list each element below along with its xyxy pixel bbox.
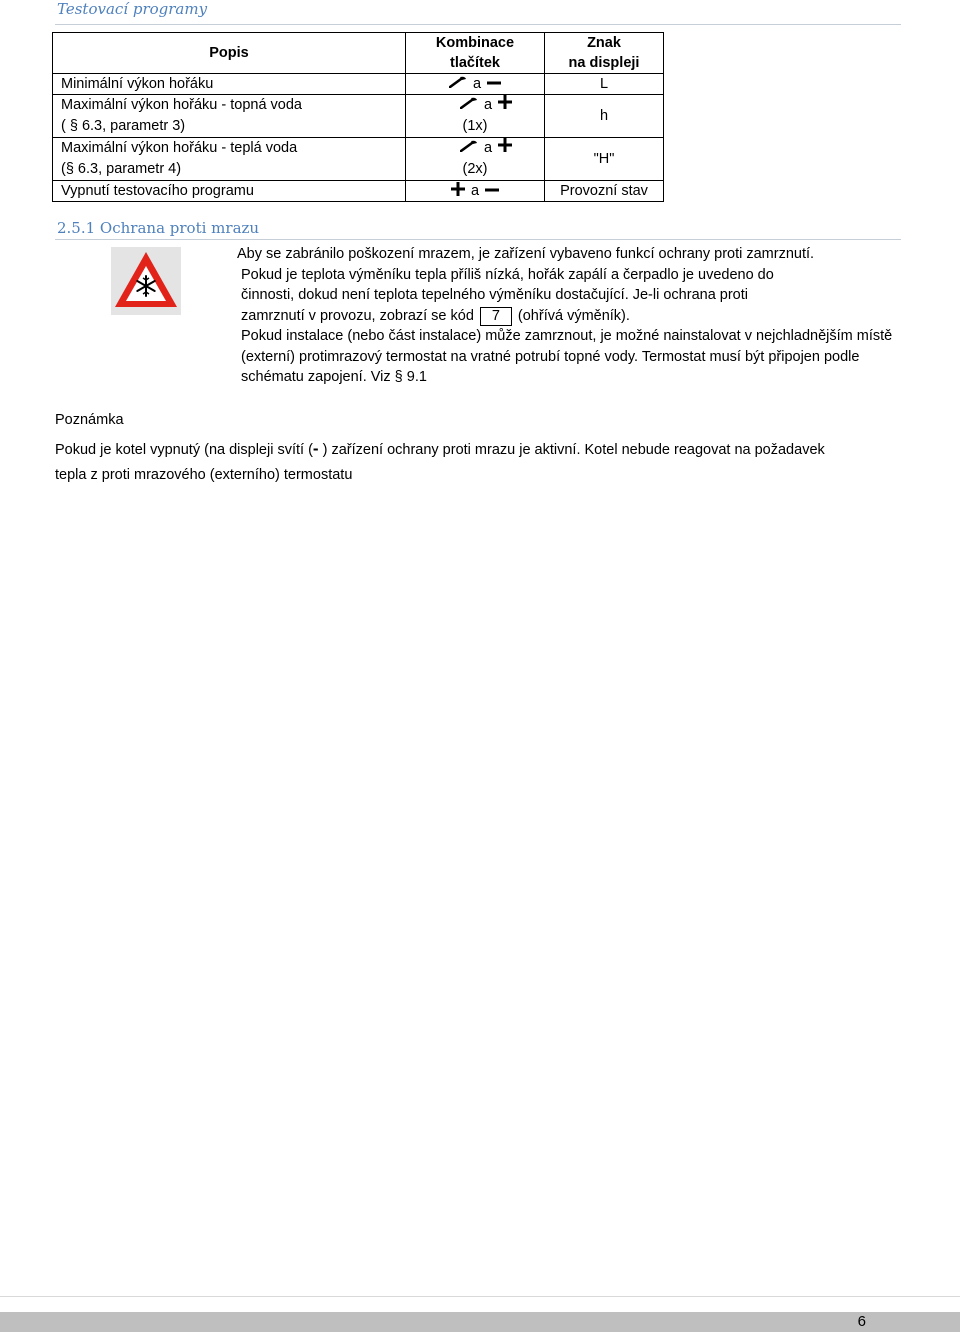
paragraph-line: [241, 306, 892, 327]
row-display: [545, 95, 664, 138]
row-desc-line: Vypnutí testovacího programu: [61, 183, 254, 199]
minus-icon: [485, 183, 499, 199]
combo-connector: a: [483, 140, 493, 156]
row-desc-line: (§ 6.3, parametr 4): [61, 161, 182, 177]
header-combo: [406, 33, 545, 74]
display-symbol: L: [599, 76, 609, 92]
row-display: [545, 138, 664, 181]
plus-icon: [498, 138, 512, 159]
row-desc: [53, 95, 406, 138]
code-text-after: (ohřívá výměník).: [517, 307, 630, 324]
header-popis: Popis: [53, 33, 406, 74]
row-desc-line: ( § 6.3, parametr 3): [61, 118, 186, 134]
section-title-frost-protection: 2.5.1 Ochrana proti mrazu: [57, 219, 260, 237]
wrench-icon: [449, 76, 467, 92]
section-rule: [55, 239, 901, 240]
display-symbol: "H": [593, 151, 615, 167]
header-znak-line2: na displeji: [568, 55, 640, 71]
header-combo-line2: tlačítek: [450, 55, 500, 71]
section-title-test-programs: Testovací programy: [57, 0, 208, 18]
wrench-icon: [460, 138, 478, 159]
row-combo: [406, 181, 545, 202]
display-dash-symbol: -: [312, 439, 319, 458]
section-rule: [55, 24, 901, 25]
test-programs-table: [52, 32, 664, 202]
row-display: [545, 181, 664, 202]
table-row: [53, 138, 664, 181]
paragraph-line: činnosti, dokud není teplota tepelného výměníku dostačující. Je-li ochrana proti: [241, 287, 748, 303]
plus-icon: [498, 95, 512, 116]
note-text-before: Pokud je kotel vypnutý (na displeji svítí (: [55, 442, 313, 458]
note-label: Poznámka: [55, 412, 124, 428]
plus-icon: [451, 182, 465, 200]
paragraph: Aby se zabránilo poškození mrazem, je zařízení vybaveno funkcí ochrany proti zamrznutí.: [237, 246, 815, 262]
note-text: [55, 436, 825, 488]
table-row: [53, 181, 664, 202]
note-line: [55, 436, 825, 463]
combo-connector: a: [472, 76, 482, 92]
note-text-after: ) zařízení ochrany proti mrazu je aktivní. Kotel nebude reagovat na požadavek: [318, 442, 825, 458]
header-combo-line1: Kombinace: [435, 35, 515, 51]
paragraph-line: (externí) protimrazový termostat na vratné potrubí topné vody. Termostat musí být připojen podle: [241, 348, 860, 365]
paragraph-line: Pokud je teplota výměníku tepla příliš nízká, hořák zapálí a čerpadlo je uvedeno do: [241, 266, 774, 283]
frost-warning-icon: [111, 247, 181, 315]
page-number: 6: [857, 1313, 866, 1330]
header-znak: [545, 33, 664, 74]
wrench-icon: [460, 95, 478, 116]
press-count: (2x): [462, 161, 488, 177]
press-count: (1x): [462, 118, 488, 134]
footer-bar: [0, 1312, 960, 1332]
paragraph-line: Pokud instalace (nebo část instalace) může zamrznout, je možné nainstalovat v nejchladnějším místě: [241, 328, 893, 344]
display-symbol: h: [599, 108, 609, 124]
row-display: [545, 74, 664, 95]
paragraph: [237, 265, 892, 388]
combo-connector: a: [470, 183, 480, 199]
table-row: [53, 74, 664, 95]
combo-connector: a: [483, 97, 493, 113]
frost-protection-text: [237, 244, 892, 388]
minus-icon: [487, 76, 501, 92]
note-line: tepla z proti mrazového (externího) termostatu: [55, 467, 353, 483]
row-desc-line: Maximální výkon hořáku - teplá voda: [61, 140, 298, 156]
row-desc-line: Maximální výkon hořáku - topná voda: [61, 97, 302, 113]
row-combo: [406, 95, 545, 138]
row-desc: [53, 138, 406, 181]
row-desc: [53, 181, 406, 202]
row-combo: [406, 74, 545, 95]
display-code-box: 7: [480, 307, 512, 326]
row-desc-line: Minimální výkon hořáku: [61, 76, 214, 92]
row-desc: [53, 74, 406, 95]
table-header-row: [53, 33, 664, 74]
code-text-before: zamrznutí v provozu, zobrazí se kód: [241, 307, 474, 324]
display-symbol: Provozní stav: [560, 183, 648, 199]
footer-rule: [0, 1296, 960, 1297]
header-znak-line1: Znak: [587, 35, 621, 51]
row-combo: [406, 138, 545, 181]
table-row: [53, 95, 664, 138]
paragraph-line: schématu zapojení. Viz § 9.1: [241, 369, 427, 385]
